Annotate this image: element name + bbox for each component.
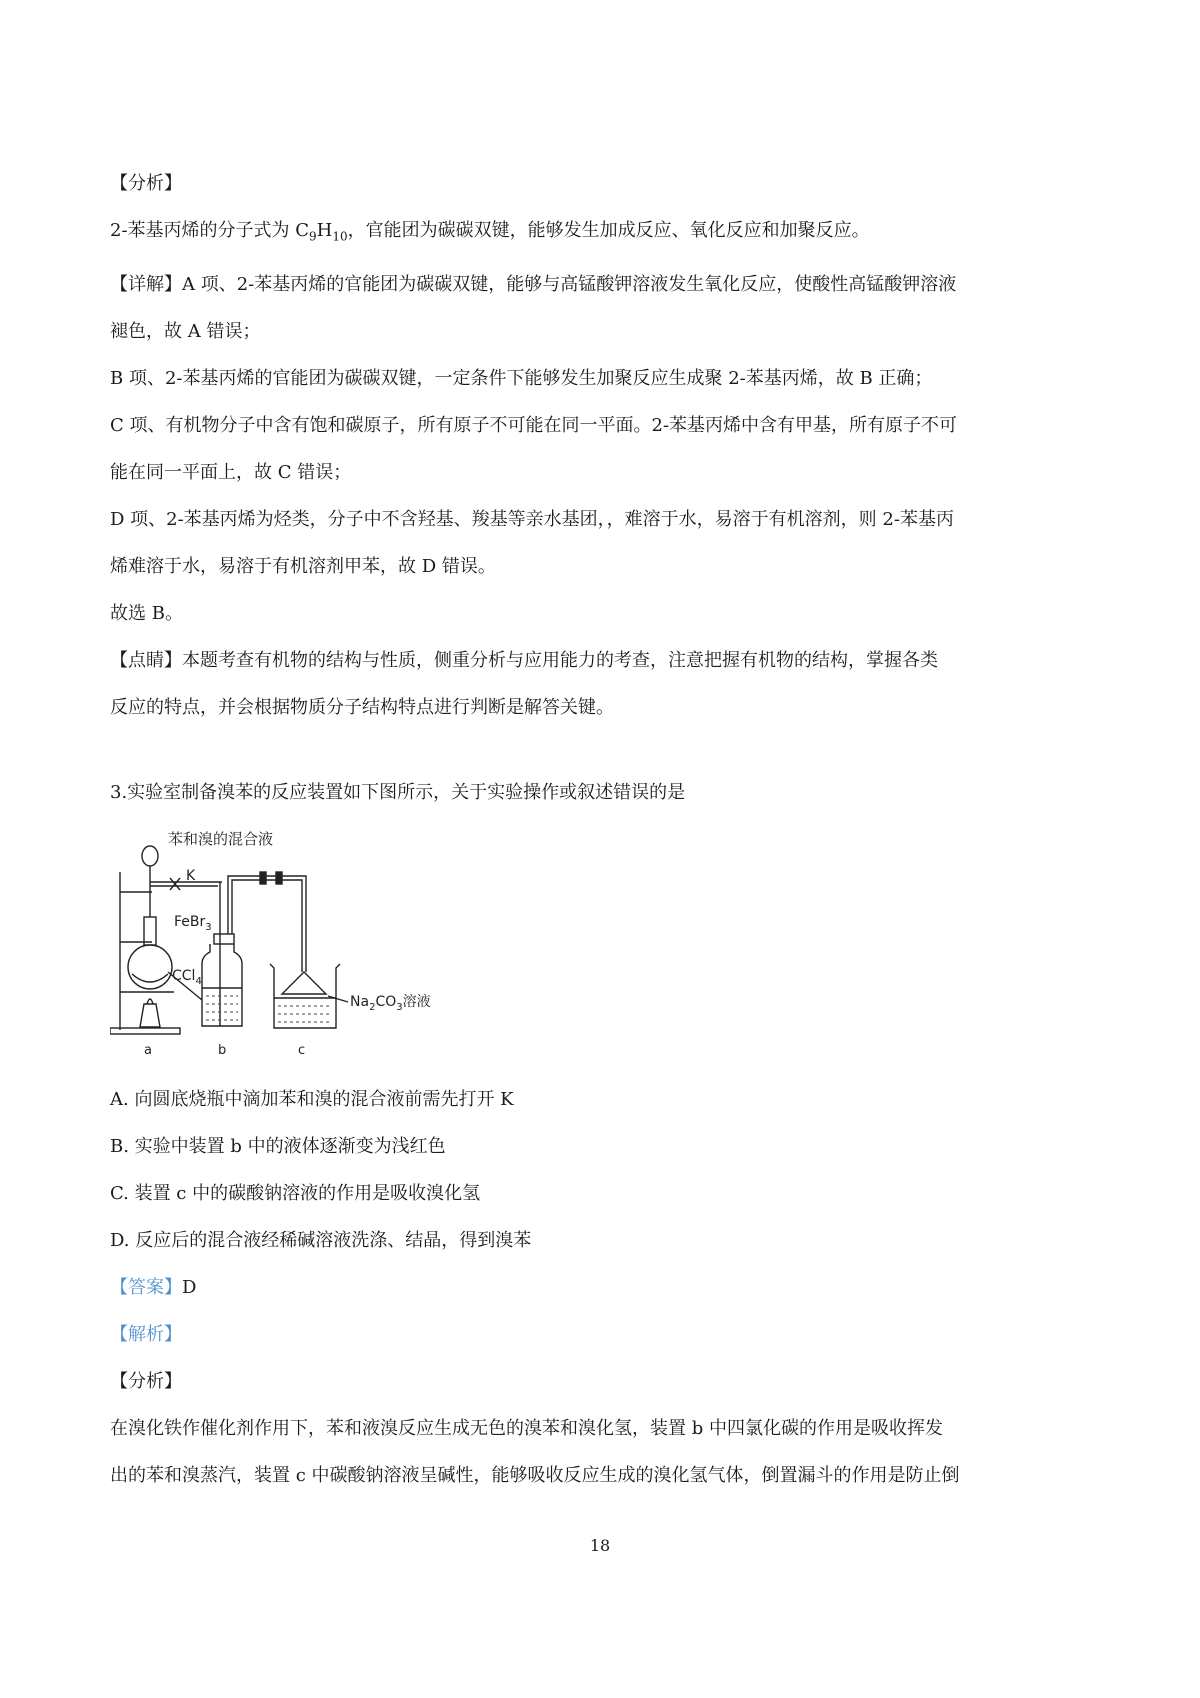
label-a: a xyxy=(144,1042,152,1058)
burner xyxy=(140,1004,160,1027)
dropping-funnel xyxy=(142,846,158,866)
option-c: C. 装置 c 中的碳酸钠溶液的作用是吸收溴化氢 xyxy=(110,1182,481,1204)
document-body xyxy=(110,160,1100,1499)
flask-liquid xyxy=(132,974,168,982)
na-mid: CO xyxy=(375,993,397,1010)
rubber-joint-1 xyxy=(260,872,266,884)
label-c: c xyxy=(298,1042,306,1058)
comment-line-2: 反应的特点，并会根据物质分子结构特点进行判断是解答关键。 xyxy=(110,696,614,718)
valve-k xyxy=(170,878,180,890)
na-sub2: 3 xyxy=(396,1001,403,1013)
detail-line-6: D 项、2-苯基丙烯为烃类，分子中不含羟基、羧基等亲水基团，，难溶于水，易溶于有机溶剂，则 2-苯基丙 xyxy=(110,508,954,530)
section-gap xyxy=(110,731,1100,769)
option-b: B. 实验中装置 b 中的液体逐渐变为浅红色 xyxy=(110,1135,446,1157)
label-b: b xyxy=(218,1042,227,1058)
detail-line-1: 【详解】A 项、2-苯基丙烯的官能团为碳碳双键，能够与高锰酸钾溶液发生氧化反应，使酸性高锰酸钾溶液 xyxy=(110,273,957,295)
detail-line-2: 褪色，故 A 错误； xyxy=(110,320,261,342)
inverted-funnel xyxy=(282,972,326,994)
formula-subscript-h: 10 xyxy=(332,229,348,244)
ccl-main: CCl xyxy=(172,967,196,984)
flask-neck xyxy=(144,917,156,945)
question-3-stem: 3.实验室制备溴苯的反应装置如下图所示，关于实验操作或叙述错误的是 xyxy=(110,781,686,803)
detail-line-3: B 项、2-苯基丙烯的官能团为碳碳双键，一定条件下能够发生加聚反应生成聚 2-苯基丙烯，故 B 正确； xyxy=(110,367,933,389)
answer-line xyxy=(110,1264,1100,1311)
analysis-heading: 【分析】 xyxy=(110,173,182,194)
liquid-dashes xyxy=(206,996,332,1022)
detail-line-5: 能在同一平面上，故 C 错误； xyxy=(110,461,352,483)
febr-main: FeBr xyxy=(174,913,206,930)
analysis-formula-line xyxy=(110,207,1100,261)
page-number: 18 xyxy=(589,1536,611,1555)
formula-subscript-c: 9 xyxy=(309,229,317,244)
bottle-stopper xyxy=(214,934,234,944)
label-k: K xyxy=(186,867,196,884)
detail-line-4: C 项、有机物分子中含有饱和碳原子，所有原子不可能在同一平面。2-苯基丙烯中含有甲基，所有原子不可 xyxy=(110,414,958,436)
analysis-2-heading: 【分析】 xyxy=(110,1370,182,1392)
na-post: 溶液 xyxy=(402,993,431,1010)
option-d: D. 反应后的混合液经稀碱溶液洗涤、结晶，得到溴苯 xyxy=(110,1229,532,1251)
explain-label: 【解析】 xyxy=(110,1323,182,1345)
label-febr xyxy=(174,914,212,933)
bottle-b xyxy=(202,944,242,1026)
formula-text-post: ，官能团为碳碳双键，能够发生加成反应、氧化反应和加聚反应。 xyxy=(347,220,870,241)
na-sub1: 2 xyxy=(369,1001,376,1013)
rubber-joint-2 xyxy=(276,872,282,884)
flame xyxy=(147,999,153,1004)
leader-na2co3 xyxy=(328,996,348,1002)
label-na2co3 xyxy=(350,993,431,1013)
answer-label: 【答案】 xyxy=(110,1276,182,1298)
label-mixture: 苯和溴的混合液 xyxy=(168,829,274,848)
detail-line-7: 烯难溶于水，易溶于有机溶剂甲苯，故 D 错误。 xyxy=(110,555,496,577)
formula-text-pre: 2-苯基丙烯的分子式为 C xyxy=(110,220,310,241)
answer-value: D xyxy=(182,1276,197,1298)
comment-line-1: 【点睛】本题考查有机物的结构与性质，侧重分析与应用能力的考查，注意把握有机物的结构，掌握各类 xyxy=(110,649,938,671)
analysis-2-line-2: 出的苯和溴蒸汽，装置 c 中碳酸钠溶液呈碱性，能够吸收反应生成的溴化氢气体，倒置漏斗的作用是防止倒 xyxy=(110,1464,960,1486)
analysis-2-line-1: 在溴化铁作催化剂作用下，苯和液溴反应生成无色的溴苯和溴化氢，装置 b 中四氯化碳的作用是吸收挥发 xyxy=(110,1417,943,1439)
option-a: A. 向圆底烧瓶中滴加苯和溴的混合液前需先打开 K xyxy=(110,1088,514,1110)
febr-sub: 3 xyxy=(205,921,212,933)
formula-text-h: H xyxy=(316,220,333,241)
label-ccl4 xyxy=(172,968,202,987)
ccl-sub: 4 xyxy=(195,975,202,987)
apparatus-diagram xyxy=(110,822,490,1062)
apparatus-drawing xyxy=(110,846,348,1034)
detail-line-8: 故选 B。 xyxy=(110,602,183,624)
na-pre: Na xyxy=(350,993,370,1010)
